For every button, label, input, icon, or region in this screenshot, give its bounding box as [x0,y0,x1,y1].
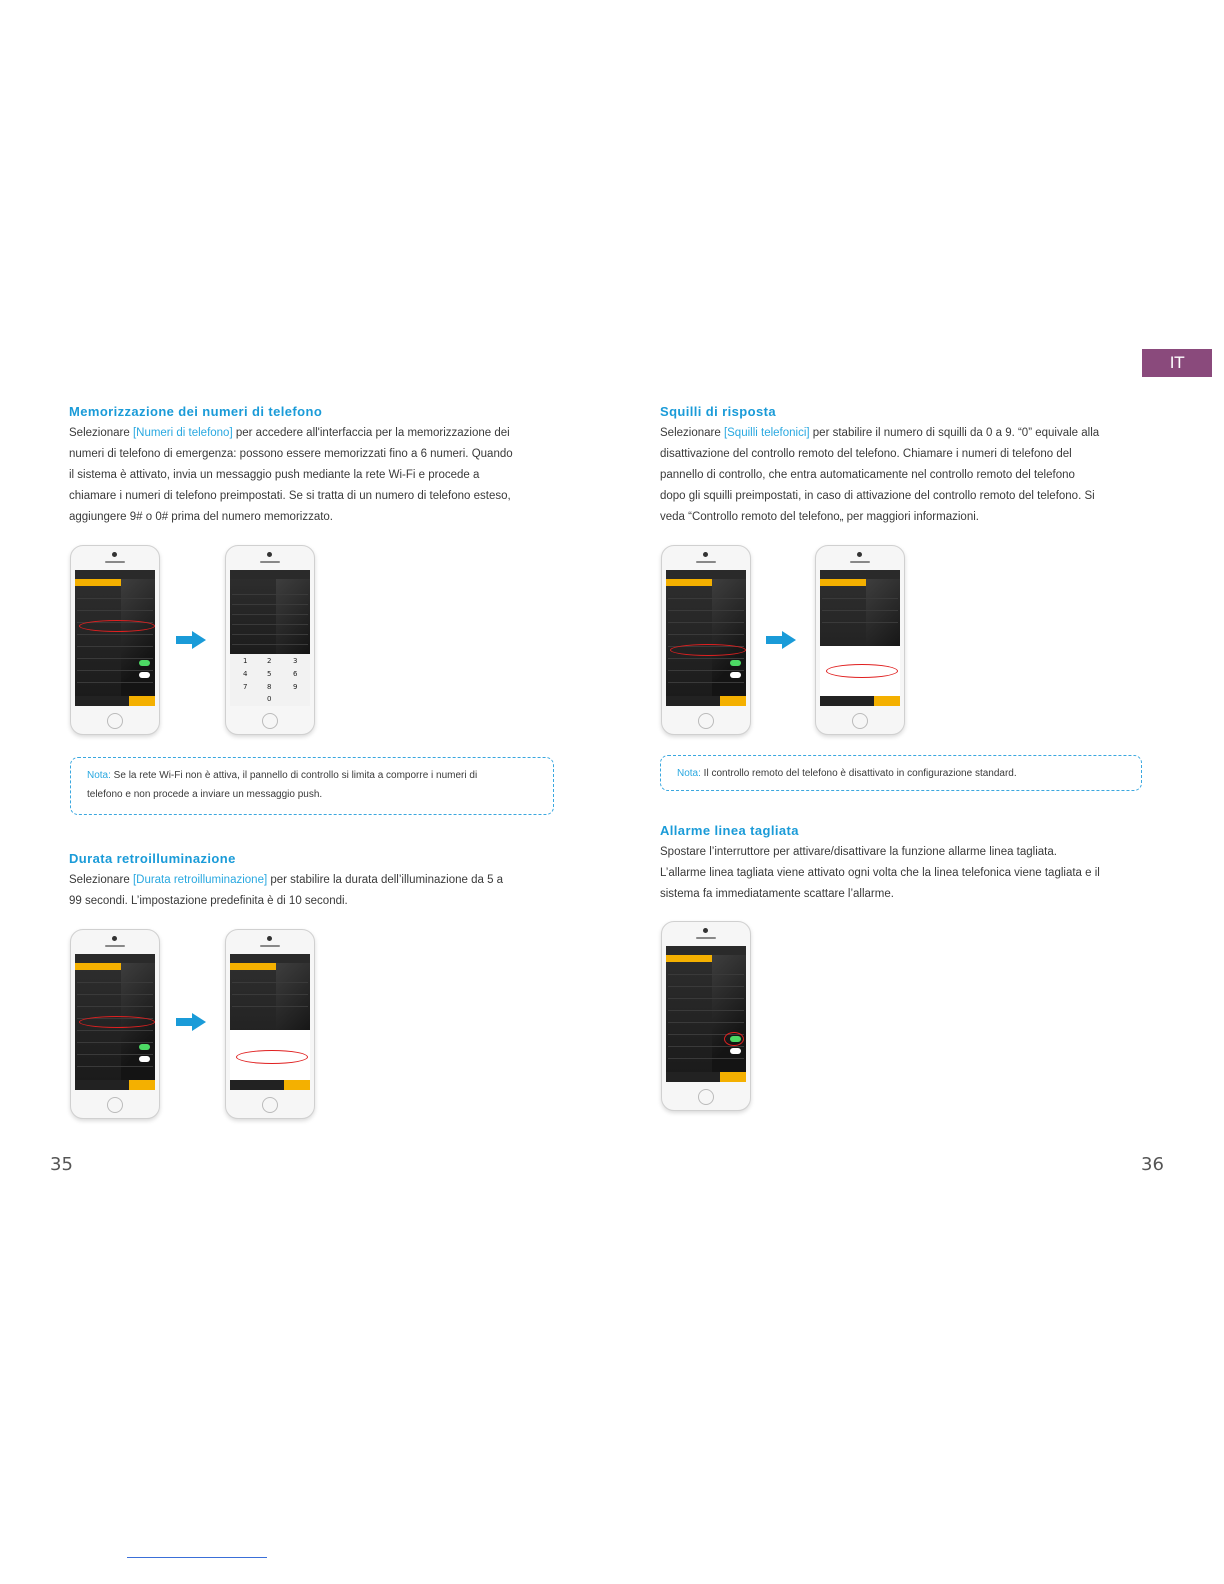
phone-screenshot-settings [661,545,751,735]
note-text: Se la rete Wi-Fi non è attiva, il pannello di controllo si limita a comporre i numeri di [110,770,478,781]
key: 9 [293,683,298,691]
key: 5 [267,670,272,678]
menu-reference: [Durata retroilluminazione] [132,874,268,886]
text-line: il sistema è attivato, invia un messaggio push mediante la rete Wi-Fi e procede a [69,469,480,481]
text-line: sistema fa immediatamente scattare l’allarme. [660,888,894,900]
highlight-circle [236,1050,308,1064]
toggle-icon [139,1044,150,1050]
toggle-icon [730,660,741,666]
phone-screenshot-keypad [225,545,315,735]
arrow-right-icon [766,631,796,649]
text: Selezionare [69,874,133,886]
text-line: L’allarme linea tagliata viene attivato ogni volta che la linea telefonica viene tagliata e il [660,867,1100,879]
key: 1 [243,657,248,665]
key: 3 [293,657,298,665]
rings-paragraph [660,423,1160,528]
text: Selezionare [660,427,724,439]
dial-keypad [230,654,310,706]
section-heading-rings: Squilli di risposta [660,404,776,419]
key: 2 [267,657,272,665]
toggle-icon [139,672,150,678]
page-number: 36 [1141,1154,1164,1175]
text: per stabilire il numero di squilli da 0 a 9. “0” equivale alla [809,427,1100,439]
phone-screenshot-settings [661,921,751,1111]
key: 8 [267,683,272,691]
note-text: telefono e non procede a inviare un messaggio push. [87,789,323,800]
key: 0 [267,695,272,703]
arrow-right-icon [176,631,206,649]
highlight-circle [79,1016,155,1028]
text-line: chiamare i numeri di telefono preimpostati. Se si tratta di un numero di telefono esteso, [69,490,511,502]
text-line: veda “Controllo remoto del telefono„ per maggiori informazioni. [660,511,979,523]
highlight-circle [826,664,898,678]
toggle-icon [139,1056,150,1062]
phone-screenshot-settings [70,545,160,735]
highlight-circle [79,620,155,632]
text-line: dopo gli squilli preimpostati, in caso di attivazione del controllo remoto del telefono. Si [660,490,1095,502]
footer-rule [127,1557,267,1558]
menu-reference: [Squilli telefonici] [723,427,810,439]
text-line: Spostare l’interruttore per attivare/disattivare la funzione allarme linea tagliata. [660,846,1057,858]
note-label: Nota: [677,768,701,779]
text: Selezionare [69,427,133,439]
text: per accedere all'interfaccia per la memorizzazione dei [232,427,510,439]
section-heading-phone-numbers: Memorizzazione dei numeri di telefono [69,404,323,419]
section-heading-backlight: Durata retroilluminazione [69,851,236,866]
key: 6 [293,670,298,678]
arrow-right-icon [176,1013,206,1031]
highlight-circle [724,1032,744,1046]
text-line: disattivazione del controllo remoto del telefono. Chiamare i numeri di telefono del [660,448,1072,460]
note-text: Il controllo remoto del telefono è disattivato in configurazione standard. [700,768,1017,779]
note-box [70,757,554,815]
text-line: numeri di telefono di emergenza: possono essere memorizzati fino a 6 numeri. Quando [69,448,513,460]
key: 4 [243,670,248,678]
line-cut-paragraph [660,842,1160,905]
highlight-circle [670,644,746,656]
section-heading-line-cut: Allarme linea tagliata [660,823,799,838]
text-line: aggiungere 9# o 0# prima del numero memorizzato. [69,511,334,523]
key: 7 [243,683,248,691]
language-tab: IT [1142,349,1212,377]
toggle-icon [730,672,741,678]
toggle-icon [139,660,150,666]
phone-screenshot-settings [70,929,160,1119]
text-line: 99 secondi. L’impostazione predefinita è di 10 secondi. [69,895,348,907]
text-line: pannello di controllo, che entra automaticamente nel controllo remoto del telefono [660,469,1075,481]
phone-numbers-paragraph [69,423,569,528]
text: per stabilire la durata dell’illuminazione da 5 a [267,874,504,886]
note-label: Nota: [87,770,111,781]
backlight-paragraph [69,870,569,912]
menu-reference: [Numeri di telefono] [132,427,233,439]
page-number: 35 [50,1154,73,1175]
note-box [660,755,1142,791]
toggle-icon [730,1048,741,1054]
phone-screenshot-picker [225,929,315,1119]
phone-screenshot-picker [815,545,905,735]
